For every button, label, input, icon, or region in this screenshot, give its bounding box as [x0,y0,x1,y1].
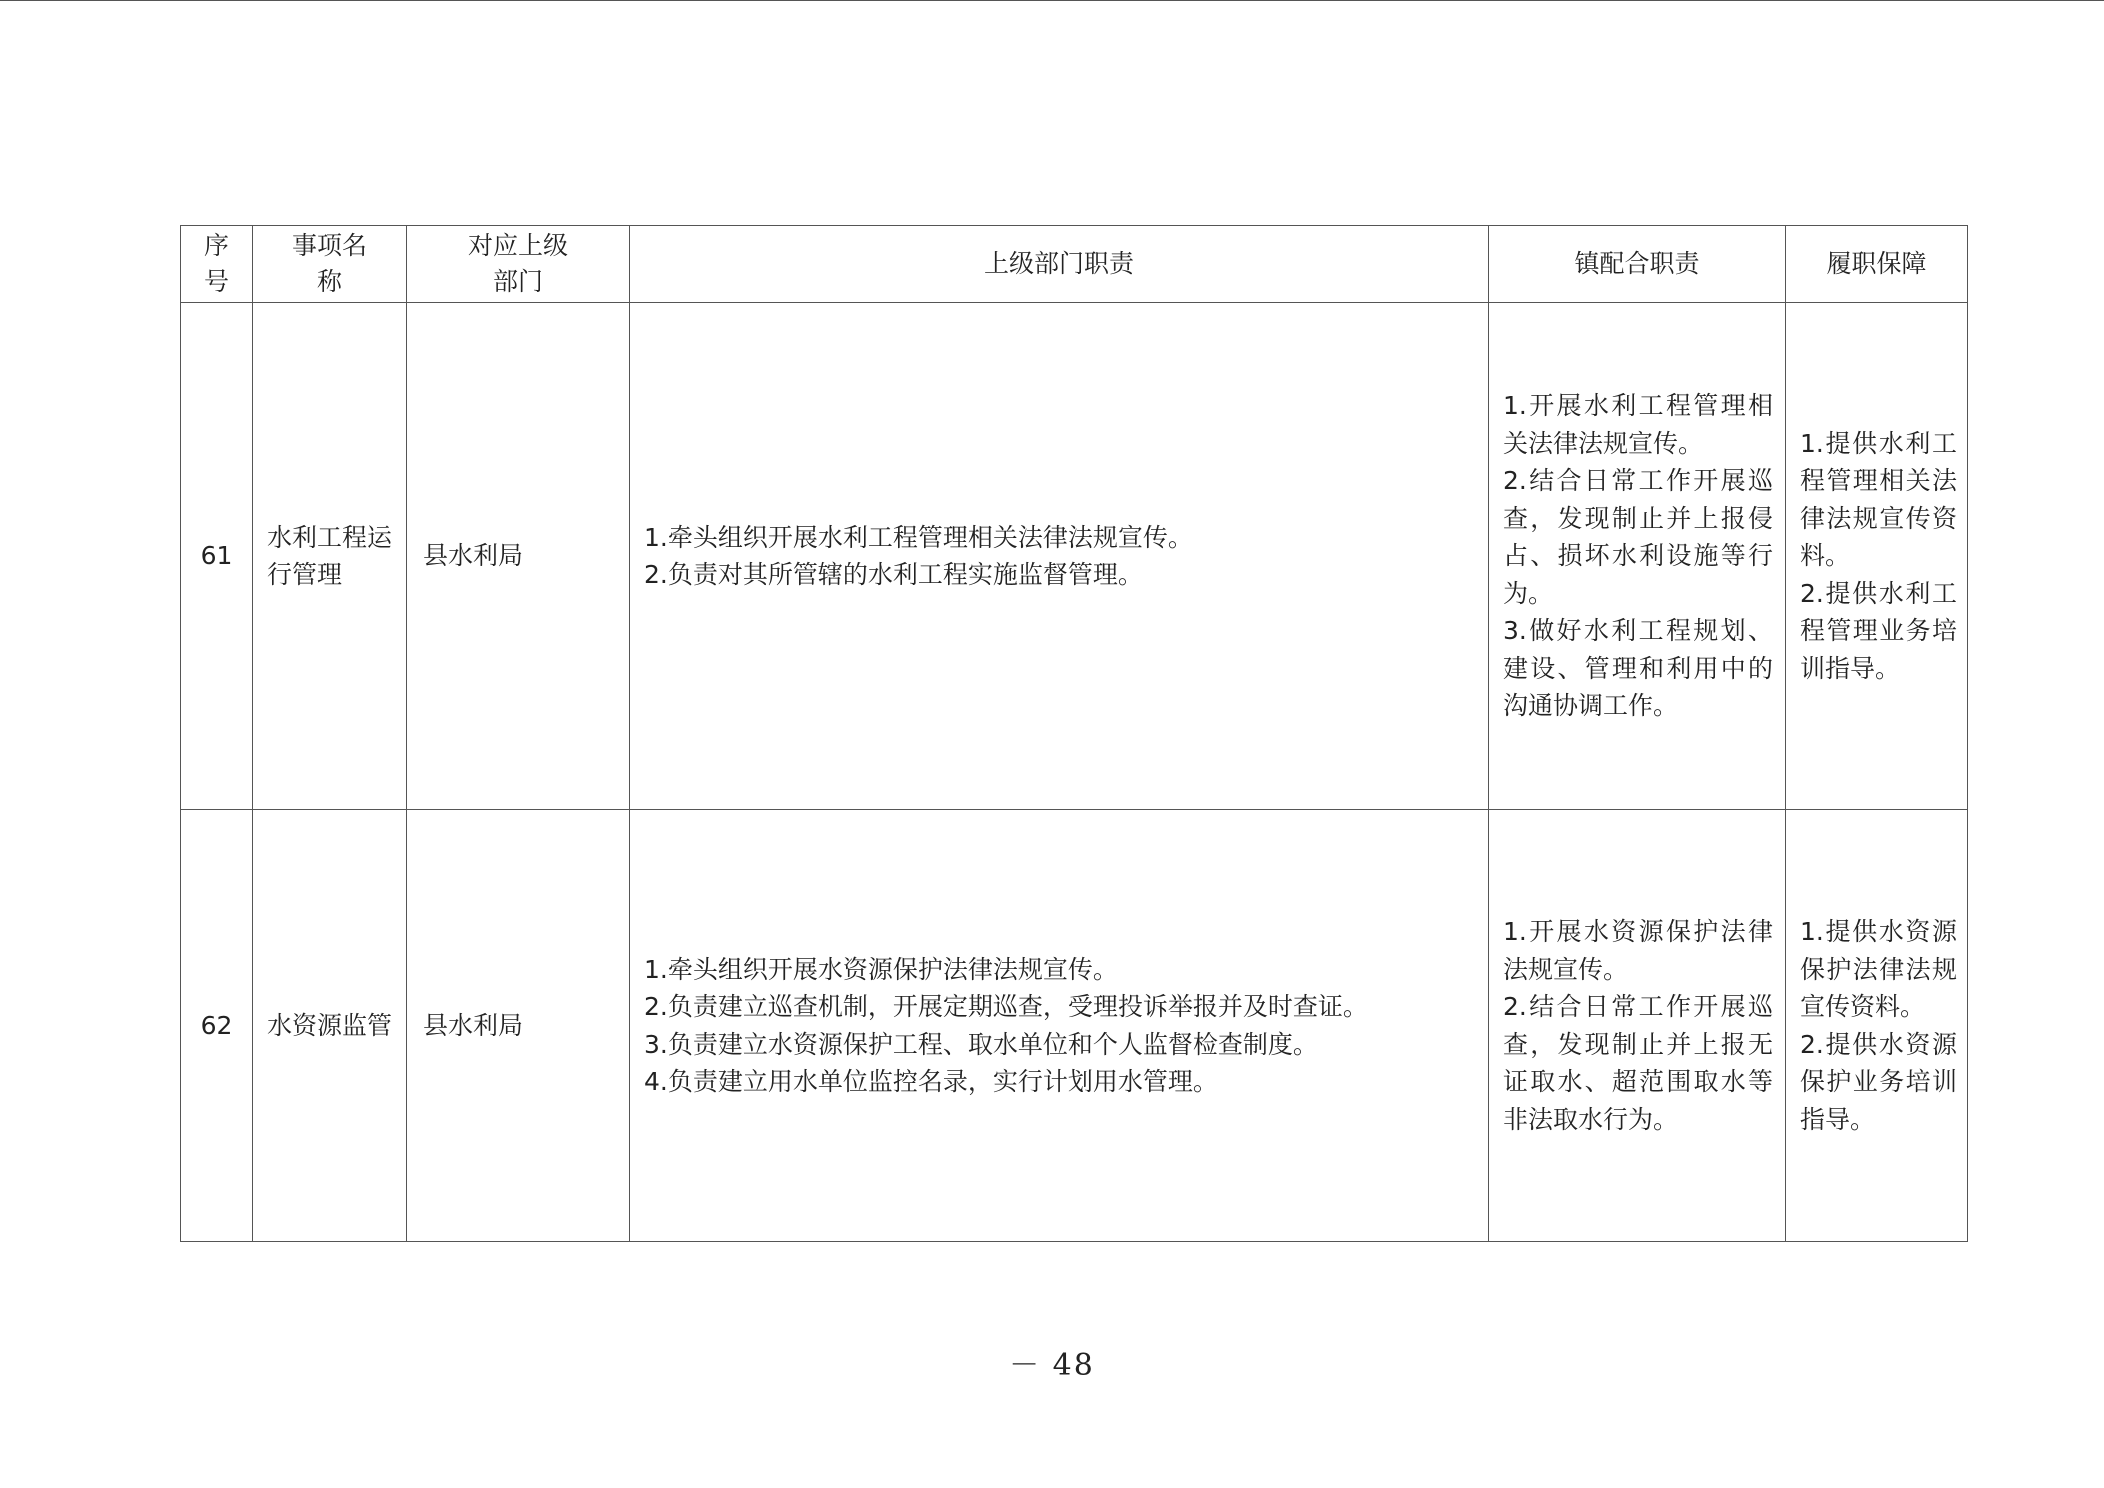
row-town-duty [1489,303,1786,810]
town-duty-item: 1.开展水利工程管理相关法律法规宣传。 [1503,391,1773,458]
row-upper-duty [630,810,1489,1242]
header-upper-dept: 对应上级部门 [407,226,630,303]
upper-duty-item: 4.负责建立用水单位监控名录，实行计划用水管理。 [644,1067,1218,1096]
town-duty-item: 3.做好水利工程规划、建设、管理和利用中的沟通协调工作。 [1503,616,1773,721]
guarantee-item: 1.提供水资源保护法律法规宣传资料。 [1800,917,1957,1021]
row-item-name: 水利工程运行管理 [253,303,407,810]
page-number: － 48 [1009,1348,1095,1383]
table-row [181,810,1968,1242]
upper-duty-item: 2.负责建立巡查机制，开展定期巡查，受理投诉举报并及时查证。 [644,992,1368,1021]
table-header-row [181,226,1968,303]
guarantee-item: 2.提供水资源保护业务培训指导。 [1800,1029,1957,1134]
upper-duty-item: 1.牵头组织开展水资源保护法律法规宣传。 [644,954,1118,984]
row-index: 62 [181,810,253,1242]
duty-table [180,225,1968,1242]
page-top-rule [0,0,2104,1]
row-index: 61 [181,303,253,810]
guarantee-item: 1.提供水利工程管理相关法律法规宣传资料。 [1800,428,1957,571]
table-row [181,303,1968,810]
town-duty-item: 2.结合日常工作开展巡查，发现制止并上报无证取水、超范围取水等非法取水行为。 [1503,992,1773,1134]
header-index: 序号 [181,226,253,303]
row-upper-dept: 县水利局 [407,303,630,810]
row-upper-duty [630,303,1489,810]
upper-duty-item: 1.牵头组织开展水利工程管理相关法律法规宣传。 [644,522,1193,552]
header-upper-duty: 上级部门职责 [630,226,1489,303]
header-item-name: 事项名称 [253,226,407,303]
row-upper-dept: 县水利局 [407,810,630,1242]
row-guarantee [1786,810,1968,1242]
header-town-duty: 镇配合职责 [1489,226,1786,303]
row-item-name: 水资源监管 [253,810,407,1242]
upper-duty-item: 3.负责建立水资源保护工程、取水单位和个人监督检查制度。 [644,1029,1318,1059]
town-duty-item: 1.开展水资源保护法律法规宣传。 [1503,917,1773,984]
upper-duty-item: 2.负责对其所管辖的水利工程实施监督管理。 [644,560,1143,589]
row-town-duty [1489,810,1786,1242]
header-guarantee: 履职保障 [1786,226,1968,303]
row-guarantee [1786,303,1968,810]
guarantee-item: 2.提供水利工程管理业务培训指导。 [1800,578,1957,683]
town-duty-item: 2.结合日常工作开展巡查，发现制止并上报侵占、损坏水利设施等行为。 [1503,466,1773,608]
